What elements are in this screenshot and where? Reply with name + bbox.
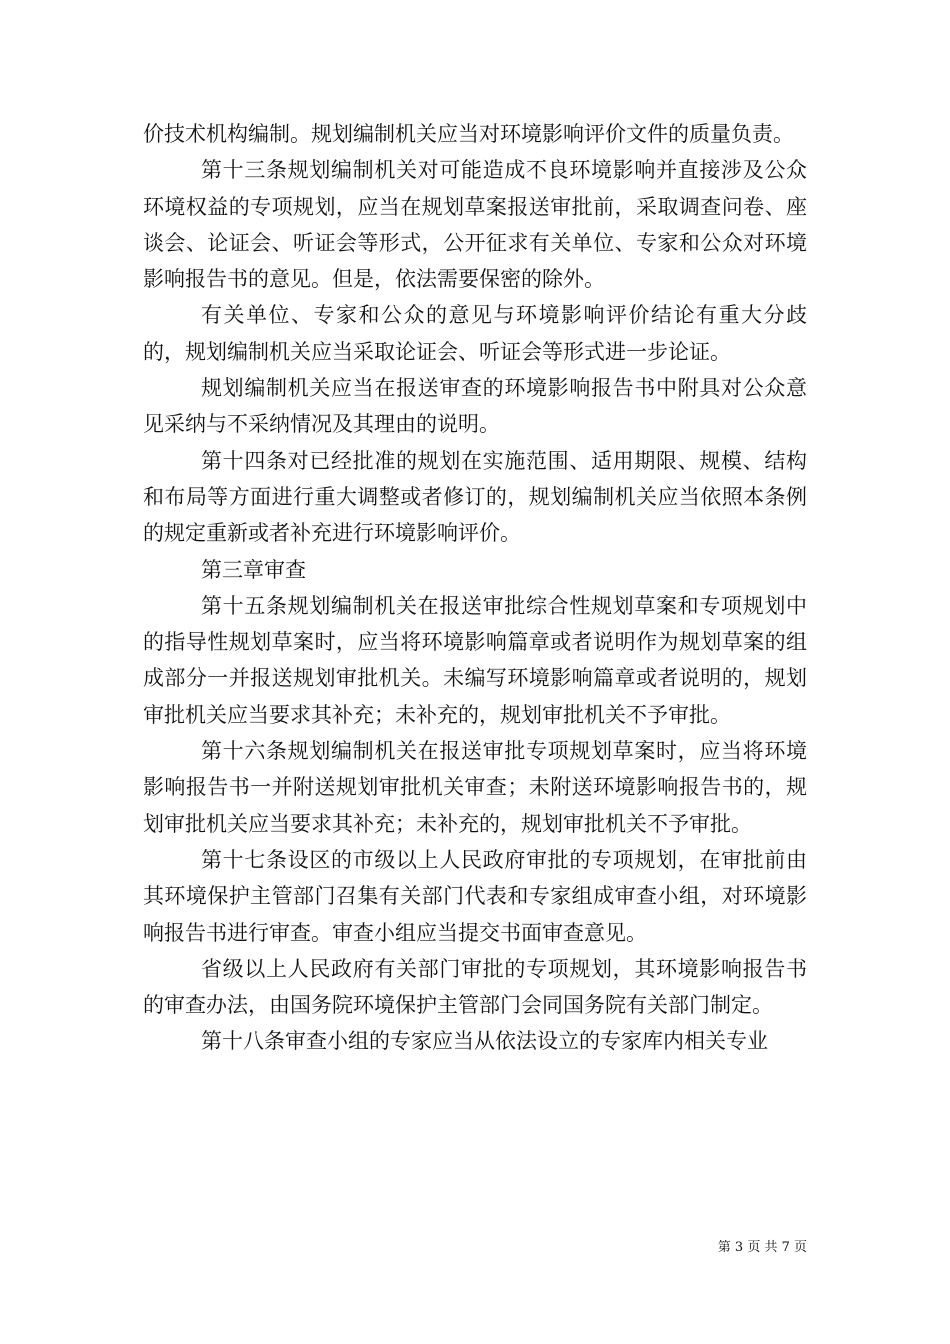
paragraph-4: 规划编制机关应当在报送审查的环境影响报告书中附具对公众意见采纳与不采纳情况及其理由的说明。 <box>143 376 807 437</box>
chapter-heading: 第三章审查 <box>201 557 306 582</box>
paragraph-5: 第十四条对已经批准的规划在实施范围、适用期限、规模、结构和布局等方面进行重大调整或者修订的，规划编制机关应当依照本条例的规定重新或者补充进行环境影响评价。 <box>143 448 807 546</box>
paragraph-3: 有关单位、专家和公众的意见与环境影响评价结论有重大分歧的，规划编制机关应当采取论证会、听证会等形式进一步论证。 <box>143 303 807 364</box>
paragraph-7: 第十五条规划编制机关在报送审批综合性规划草案和专项规划中的指导性规划草案时，应当将环境影响篇章或者说明作为规划草案的组成部分一并报送规划审批机关。未编写环境影响篇章或者说明的，规划审批机关应当要求其补充；未补充的，规划审批机关不予审批。 <box>143 593 807 727</box>
paragraph-9: 第十七条设区的市级以上人民政府审批的专项规划，在审批前由其环境保护主管部门召集有关部门代表和专家组成审查小组，对环境影响报告书进行审查。审查小组应当提交书面审查意见。 <box>143 847 807 945</box>
paragraph-10: 省级以上人民政府有关部门审批的专项规划，其环境影响报告书的审查办法，由国务院环境保护主管部门会同国务院有关部门制定。 <box>143 956 807 1018</box>
paragraph-1: 价技术机构编制。规划编制机关应当对环境影响评价文件的质量负责。 <box>143 122 794 146</box>
paragraph-8: 第十六条规划编制机关在报送审批专项规划草案时，应当将环境影响报告书一并附送规划审批机关审查；未附送环境影响报告书的，规划审批机关应当要求其补充；未补充的，规划审批机关不予审批。 <box>143 739 807 836</box>
document-body <box>143 116 807 1060</box>
page-number: 第 3 页 共 7 页 <box>717 1240 807 1255</box>
paragraph-11: 第十八条审查小组的专家应当从依法设立的专家库内相关专业 <box>201 1029 768 1054</box>
paragraph-2: 第十三条规划编制机关对可能造成不良环境影响并直接涉及公众环境权益的专项规划，应当在规划草案报送审批前，采取调查问卷、座谈会、论证会、听证会等形式，公开征求有关单位、专家和公众对环境影响报告书的意见。但是，依法需要保密的除外。 <box>143 158 807 292</box>
